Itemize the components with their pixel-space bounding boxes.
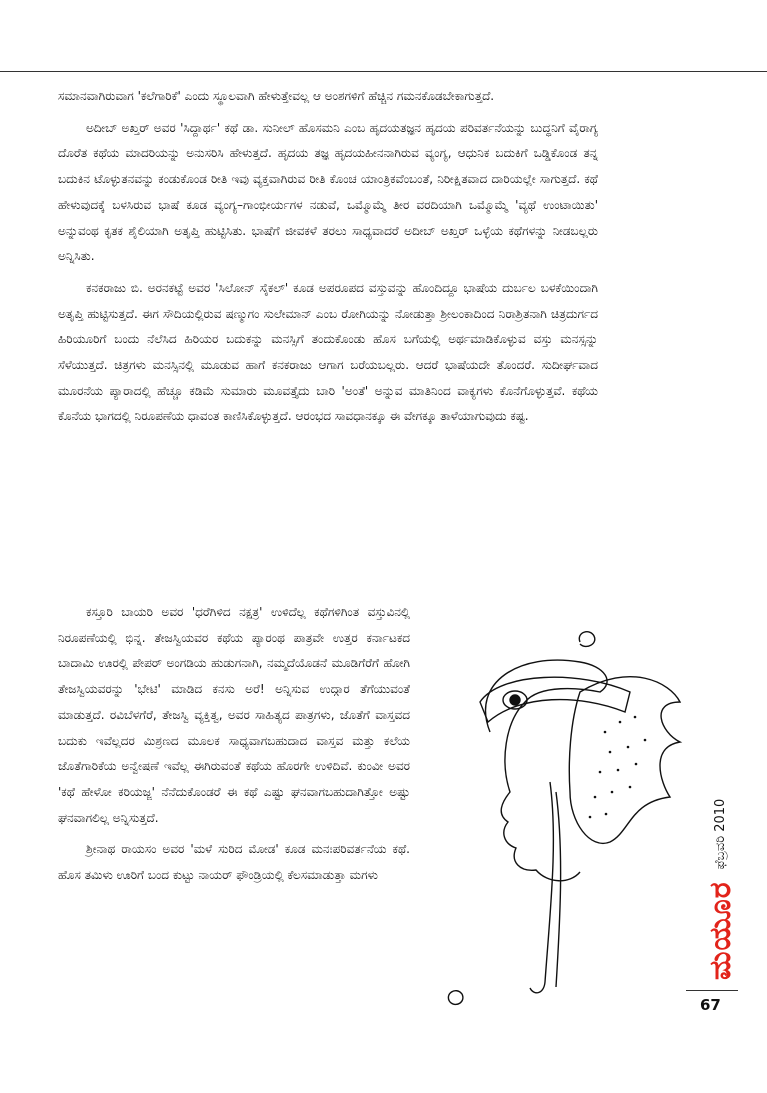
page-number: 67 — [700, 996, 721, 1014]
article-column-narrow — [58, 600, 410, 895]
paragraph: ಶ್ರೀನಾಥ ರಾಯಸಂ ಅವರ 'ಮಳೆ ಸುರಿದ ಮೋಡ' ಕೂಡ ಮನಃಪರಿವರ್ತನೆಯ ಕಥೆ. ಹೊಸ ತಮಿಳು ಊರಿಗೆ ಬಂದ ಕುಟ್ಟು ನಾಯರ್ ಫೌಂಡ್ರಿಯಲ್ಲಿ ಕೆಲಸಮಾಡುತ್ತಾ ಮಗಳು — [58, 842, 410, 883]
paragraph: ಅದೀಬ್ ಅಖ್ತರ್ ಅವರ 'ಸಿದ್ದಾರ್ಥ' ಕಥೆ ಡಾ. ಸುನೀಲ್ ಹೊಸಮನಿ ಎಂಬ ಹೃದಯತಜ್ಞನ ಹೃದಯ ಪರಿವರ್ತನೆಯನ್ನು ಬುದ್ಧನಿಗೆ ವೈರಾಗ್ಯ ದೊರೆತ ಕಥೆಯ ಮಾದರಿಯನ್ನು ಅನುಸರಿಸಿ ಹೇಳುತ್ತದೆ. ಹೃದಯ ತಜ್ಞ ಹೃದಯಹೀನನಾಗಿರುವ ವ್ಯಂಗ್ಯ, ಆಧುನಿಕ ಬದುಕಿಗೆ ಒಡ್ಡಿಕೊಂಡ ತನ್ನ ಬದುಕಿನ ಟೊಳ್ಳುತನವನ್ನು ಕಂಡುಕೊಂಡ ರೀತಿ ಇವು ವ್ಯಕ್ತವಾಗಿರುವ ರೀತಿ ಕೊಂಚ ಯಾಂತ್ರಿಕವೆಂಬಂತೆ, ನಿರೀಕ್ಷಿತವಾದ ದಾರಿಯಲ್ಲೇ ಸಾಗುತ್ತದೆ. ಕಥೆ ಹೇಳುವುದಕ್ಕೆ ಬಳಸಿರುವ ಭಾಷೆ ಕೂಡ ವ್ಯಂಗ್ಯ–ಗಾಂಭೀರ್ಯಗಳ ನಡುವೆ, ಒಮ್ಮೊಮ್ಮೆ ತೀರ ವರದಿಯಾಗಿ ಒಮ್ಮೊಮ್ಮೆ 'ವ್ಯಥೆ ಉಂಟಾಯಿತು' ಅನ್ನುವಂಥ ಕೃತಕ ಶೈಲಿಯಾಗಿ ಅತೃಪ್ತಿ ಹುಟ್ಟಿಸಿತು. ಭಾಷೆಗೆ ಜೀವಕಳೆ ತರಲು ಸಾಧ್ಯವಾದರೆ ಅದೀಬ್ ಅಖ್ತರ್ ಒಳ್ಳೆಯ ಕಥೆಗಳನ್ನು ನೀಡಬಲ್ಲರು ಅನ್ನಿಸಿತು. — [58, 120, 598, 264]
footer-rule — [686, 990, 738, 991]
line-art-illustration — [430, 622, 685, 1017]
magazine-name: ಮಯೂರ — [702, 881, 738, 980]
paragraph: ಕನಕರಾಜು ಬಿ. ಅರನಕಟ್ಟೆ ಅವರ 'ಸಿಲೋನ್ ಸೈಕಲ್' ಕೂಡ ಅಪರೂಪದ ವಸ್ತುವನ್ನು ಹೊಂದಿದ್ದೂ ಭಾಷೆಯ ದುರ್ಬಲ ಬಳಕೆಯಿಂದಾಗಿ ಅತೃಪ್ತಿ ಹುಟ್ಟಿಸುತ್ತದೆ. ಈಗ ಸೌದಿಯಲ್ಲಿರುವ ಷಣ್ಮುಗಂ ಸುಲೇಮಾನ್ ಎಂಬ ರೋಗಿಯನ್ನು ನೋಡುತ್ತಾ ಶ್ರೀಲಂಕಾದಿಂದ ನಿರಾಶ್ರಿತನಾಗಿ ಚಿತ್ರದುರ್ಗದ ಹಿರಿಯೂರಿಗೆ ಬಂದು ನೆಲೆಸಿದ ಹಿರಿಯರ ಬದುಕನ್ನು ಮನಸ್ಸಿಗೆ ತಂದುಕೊಂಡು ಹೊಸ ಬಗೆಯಲ್ಲಿ ಅರ್ಥಮಾಡಿಕೊಳ್ಳುವ ವಸ್ತು ಮನಸ್ಸನ್ನು ಸೆಳೆಯುತ್ತದೆ. ಚಿತ್ರಗಳು ಮನಸ್ಸಿನಲ್ಲಿ ಮೂಡುವ ಹಾಗೆ ಕನಕರಾಜು ಆಗಾಗ ಬರೆಯಬಲ್ಲರು. ಆದರೆ ಭಾಷೆಯದೇ ತೊಂದರೆ. ಸುದೀರ್ಘವಾದ ಮೂರನೆಯ ಪ್ಯಾರಾದಲ್ಲಿ ಹೆಚ್ಚೂ ಕಡಿಮೆ ಸುಮಾರು ಮೂವತ್ತೈದು ಬಾರಿ 'ಅಂತೆ' ಅನ್ನುವ ಮಾತಿನಿಂದ ವಾಕ್ಯಗಳು ಕೊನೆಗೊಳ್ಳುತ್ತವೆ. ಕಥೆಯ ಕೊನೆಯ ಭಾಗದಲ್ಲಿ ನಿರೂಪಣೆಯ ಧಾವಂತ ಕಾಣಿಸಿಕೊಳ್ಳುತ್ತದೆ. ಆರಂಭದ ಸಾವಧಾನಕ್ಕೂ ಈ ವೇಗಕ್ಕೂ ತಾಳೆಯಾಗುವುದು ಕಷ್ಟ. — [58, 280, 598, 424]
paragraph: ಕಸ್ತೂರಿ ಬಾಯರಿ ಅವರ 'ಧರೆಗಿಳಿದ ನಕ್ಷತ್ರ' ಉಳಿದೆಲ್ಲ ಕಥೆಗಳಿಗಿಂತ ವಸ್ತುವಿನಲ್ಲಿ ನಿರೂಪಣೆಯಲ್ಲಿ ಭಿನ್ನ. ತೇಜಸ್ವಿಯವರ ಕಥೆಯ ಪ್ಯಾರಂಥ ಪಾತ್ರವೇ ಉತ್ತರ ಕರ್ನಾಟಕದ ಬಾದಾಮಿ ಊರಲ್ಲಿ ಪೇಪರ್ ಅಂಗಡಿಯ ಹುಡುಗನಾಗಿ, ನಮ್ಮದೆಯೊಡನೆ ಮೂಡಿಗೆರೆಗೆ ಹೋಗಿ ತೇಜಸ್ವಿಯವರನ್ನು 'ಭೇಟಿ' ಮಾಡಿದ ಕನಸು ಅರೆ! ಅನ್ನಿಸುವ ಉದ್ಗಾರ ತೆಗೆಯುವಂತೆ ಮಾಡುತ್ತದೆ. ರವಿಬೆಳಗೆರೆ, ತೇಜಸ್ವಿ ವ್ಯಕ್ತಿತ್ವ, ಅವರ ಸಾಹಿತ್ಯದ ಪಾತ್ರಗಳು, ಜೊತೆಗೆ ವಾಸ್ತವದ ಬದುಕು ಇವೆಲ್ಲದರ ಮಿಶ್ರಣದ ಮೂಲಕ ಸಾಧ್ಯವಾಗಬಹುದಾದ ವಾಸ್ತವ ಮತ್ತು ಕಲೆಯ ಜೊತೆಗಾರಿಕೆಯ ಅನ್ವೇಷಣೆ ಇವೆಲ್ಲ ಈಗಿರುವಂತೆ ಕಥೆಯ ಹೊರಗೇ ಉಳಿದಿವೆ. ಕುಂವೀ ಅವರ 'ಕಥೆ ಹೇಳೋ ಕರಿಯಜ್ಜ' ನೆನೆದುಕೊಂಡರೆ ಈ ಕಥೆ ಎಷ್ಟು ಘನವಾಗಬಹುದಾಗಿತ್ತೋ ಅಷ್ಟು ಘನವಾಗಲಿಲ್ಲ ಅನ್ನಿಸುತ್ತದೆ. — [58, 605, 410, 825]
issue-date: ಫೆಬ್ರವರಿ 2010 — [712, 798, 728, 870]
header-rule — [0, 71, 767, 72]
paragraph: ಸಮಾನವಾಗಿರುವಾಗ 'ಕಲೆಗಾರಿಕೆ' ಎಂದು ಸ್ಥೂಲವಾಗಿ ಹೇಳುತ್ತೇವಲ್ಲ ಆ ಅಂಶಗಳಿಗೆ ಹೆಚ್ಚಿನ ಗಮನಕೊಡಬೇಕಾಗುತ್ತದೆ. — [58, 89, 495, 103]
magazine-masthead — [690, 798, 750, 980]
article-column-full — [58, 84, 598, 436]
